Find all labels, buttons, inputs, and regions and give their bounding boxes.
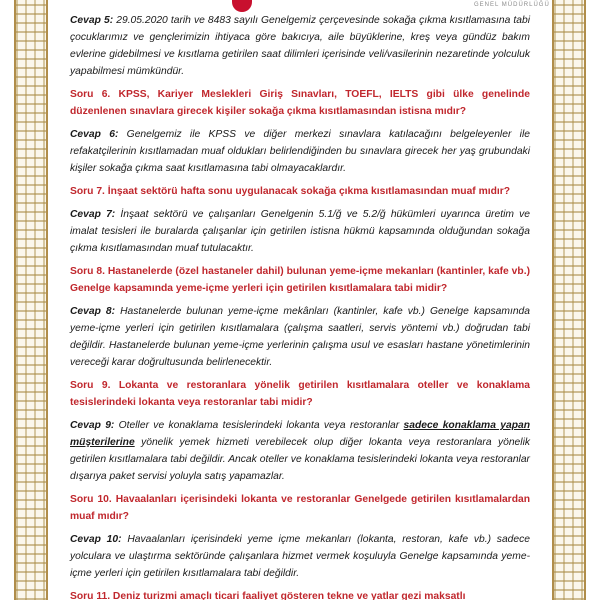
decorative-border-left — [14, 0, 48, 600]
answer-6 — [70, 126, 530, 177]
answer-emphasis: sadece konaklama yapan müşterilerine — [70, 420, 530, 448]
answer-8 — [70, 303, 530, 371]
answer-text: Genelgemiz ile KPSS ve diğer merkezi sınavlara katılacağını belgeleyenler ile refakatçilerinin kısıtlamadan muaf oldukları belirlendiğinden bu sınavlara girecek her yaş grubundaki kişiler sokağa çıkma saat kısıtlamasına tabi olmayacaklardır. — [70, 129, 530, 174]
answer-text: 29.05.2020 tarih ve 8483 sayılı Genelgemiz çerçevesinde sokağa çıkma kısıtlamasına tabi çocuklarımız ve gençlerimizin ihtiyaca göre bakıcıya, aile büyüklerine, kreş veya gündüz bakım evlerine gidebilmesi ve kısıtlama getirilen saat dilimleri içerisinde veli/vasilerinin nezaretinde yolculuk yapabilmesi mümkündür. — [70, 15, 530, 77]
question-7: Soru 7. İnşaat sektörü hafta sonu uygulanacak sokağa çıkma kısıtlamasından muaf mıdır? — [70, 186, 511, 197]
answer-10 — [70, 531, 530, 582]
document-body — [70, 12, 530, 600]
question-9: Soru 9. Lokanta ve restoranlara yönelik getirilen kısıtlamalara oteller ve konaklama tesislerindeki lokanta veya restoranlar tabi midir? — [70, 380, 530, 408]
answer-9 — [70, 417, 530, 485]
answer-label: Cevap 6: — [70, 129, 119, 140]
answer-label: Cevap 5: — [70, 15, 114, 26]
emblem-logo — [232, 0, 252, 12]
answer-7 — [70, 206, 530, 257]
question-6: Soru 6. KPSS, Kariyer Meslekleri Giriş Sınavları, TOEFL, IELTS gibi ülke genelinde düzenlenen sınavlara girecek kişiler sokağa çıkma kısıtlamasından istisna mıdır? — [70, 89, 530, 117]
answer-5 — [70, 12, 530, 80]
question-11: Soru 11. Deniz turizmi amaçlı ticari faaliyet gösteren tekne ve yatlar gezi maksatlı — [70, 591, 466, 600]
header-institution-text: GENEL MÜDÜRLÜĞÜ — [474, 2, 550, 8]
question-8: Soru 8. Hastanelerde (özel hastaneler dahil) bulunan yeme-içme mekanları (kantinler, kafe vb.) Genelge kapsamında yeme-içme yerleri için getirilen kısıtlamalara tabi midir? — [70, 266, 530, 294]
answer-text: Oteller ve konaklama tesislerindeki lokanta veya restoranlar — [114, 420, 404, 431]
answer-text: İnşaat sektörü ve çalışanları Genelgenin 5.1/ğ ve 5.2/ğ hükümleri uyarınca üretim ve imalat tesisleri ile buralarda çalışanlar için getirilen istisna hükmü kapsamında olduğundan sokağa çıkma kısıtlamasından muaf tutulacaktır. — [70, 209, 530, 254]
answer-text: Hastanelerde bulunan yeme-içme mekânları (kantinler, kafe vb.) Genelge kapsamında yeme-içme yerleri için getirilen kısıtlamalara (çalışma saatleri, servis yöntemi vb.) doğrudan tabi değildir. Hastanelerde bulunan yeme-içme yerlerinin çalışma usul ve esasları hastane yönetimlerinin vereceği karar doğrultusunda belirlenecektir. — [70, 306, 530, 368]
decorative-border-right — [552, 0, 586, 600]
answer-label: Cevap 10: — [70, 534, 122, 545]
answer-label: Cevap 9: — [70, 420, 115, 431]
answer-label: Cevap 7: — [70, 209, 116, 220]
answer-text: Havaalanları içerisindeki yeme içme mekanları (lokanta, restoran, kafe vb.) sadece yolculara ve ulaştırma sektöründe çalışanlara hizmet vermek koşuluyla Genelge kapsamında yeme-içme yerleri için getirilen kısıtlamalara tabi değildir. — [70, 534, 531, 579]
answer-label: Cevap 8: — [70, 306, 116, 317]
answer-text-continued: yönelik yemek hizmeti verebilecek olup diğer lokanta veya restoranlara yönelik getirilen kısıtlamalara tabi değildir. Ancak oteller ve konaklama tesislerindeki lokanta veya restoranlar dışarıya paket servisi yoluyla satış yapamazlar. — [70, 437, 530, 482]
question-10: Soru 10. Havaalanları içerisindeki lokanta ve restoranlar Genelgede getirilen kısıtlamalardan muaf mıdır? — [70, 494, 530, 522]
